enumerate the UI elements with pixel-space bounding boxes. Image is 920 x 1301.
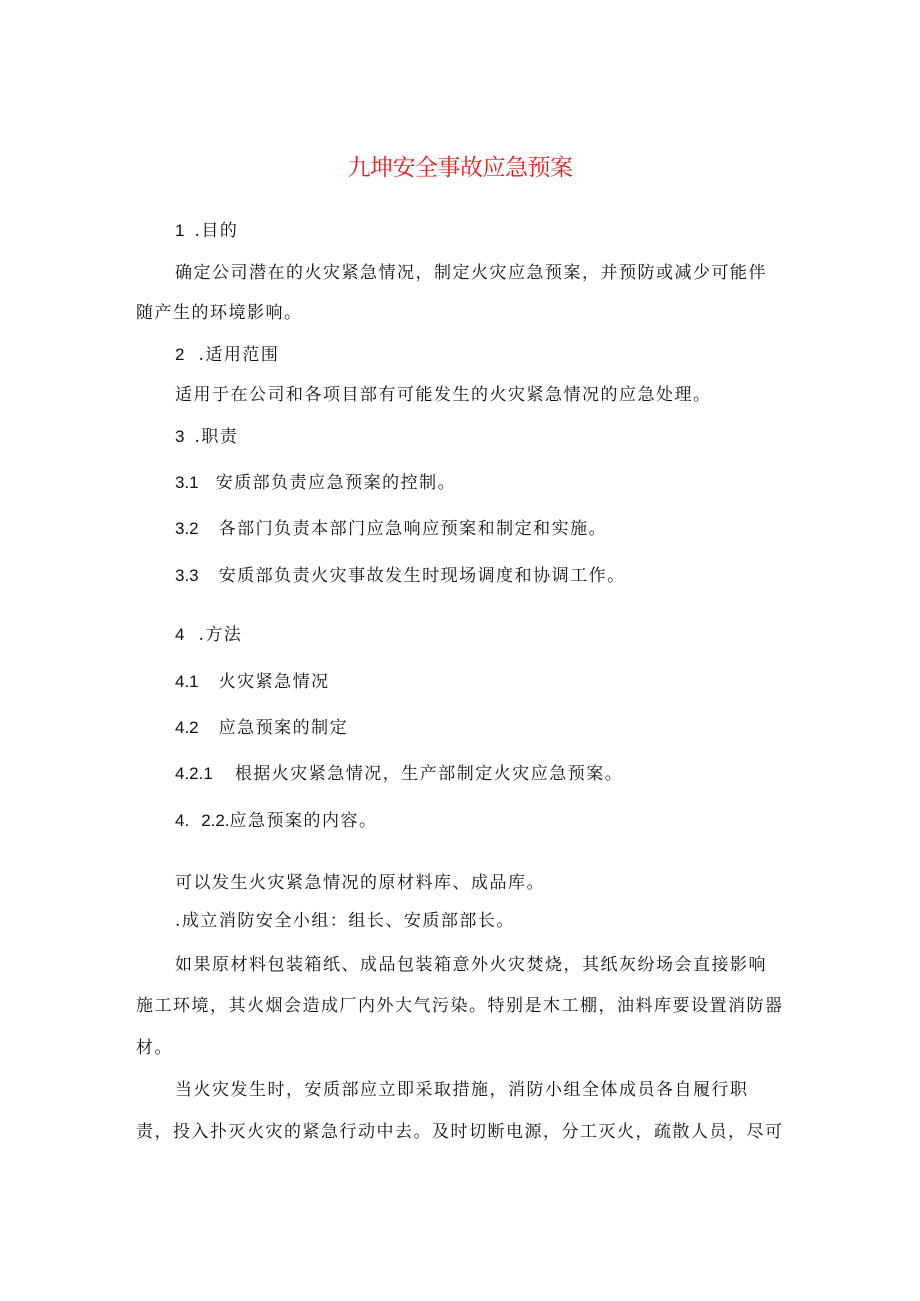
subsection-text: 应急预案的制定 [218, 718, 349, 738]
subsection-number: 3.3 [175, 566, 199, 585]
subsection-4-2-2 [175, 808, 378, 834]
section-number: 2 [175, 345, 185, 364]
section-2-heading [175, 342, 279, 368]
subsection-text: 安质部负责应急预案的控制。 [215, 473, 457, 493]
paragraph-line: 材。 [136, 1038, 173, 1058]
subsection-number: 4.2.1 [175, 764, 213, 783]
paragraph-line: 确定公司潜在的火灾紧急情况，制定火灾应急预案，并预防或减少可能伴 [175, 263, 767, 283]
subsection-number: 4.2 [175, 718, 199, 737]
subsection-4-2 [175, 715, 348, 741]
subsection-4-2-1 [175, 761, 623, 787]
section-title: .职责 [194, 427, 239, 447]
subsection-text: 应急预案的内容。 [229, 811, 378, 831]
subsection-4-1 [175, 669, 330, 695]
subsection-number: 4.1 [175, 672, 199, 691]
subsection-text: 火灾紧急情况 [218, 672, 330, 692]
subsection-text: 各部门负责本部门应急响应预案和制定和实施。 [218, 519, 608, 539]
subsection-number: 4. [175, 811, 190, 830]
paragraph-line: 适用于在公司和各项目部有可能发生的火灾紧急情况的应急处理。 [175, 385, 712, 405]
document-title: 九坤安全事故应急预案 [347, 155, 573, 181]
paragraph-line: 施工环境，其火烟会造成厂内外大气污染。特别是木工棚，油料库要设置消防器 [136, 996, 784, 1016]
subsection-number: 2.2. [201, 811, 230, 830]
section-number: 3 [175, 427, 185, 446]
paragraph-line: 如果原材料包装箱纸、成品包装箱意外火灾焚烧，其纸灰纷场会直接影响 [175, 955, 767, 975]
subsection-3-2 [175, 516, 607, 542]
subsection-number: 3.1 [175, 473, 199, 492]
paragraph-line: 随产生的环境影响。 [136, 303, 303, 323]
subsection-3-3 [175, 563, 626, 589]
subsection-number: 3.2 [175, 519, 199, 538]
paragraph-line: 责，投入扑灭火灾的紧急行动中去。及时切断电源，分工灭火，疏散人员，尽可 [136, 1122, 784, 1142]
subsection-text: 安质部负责火灾事故发生时现场调度和协调工作。 [218, 566, 626, 586]
paragraph-line: 当火灾发生时，安质部应立即采取措施，消防小组全体成员各自履行职 [175, 1080, 749, 1100]
subsection-3-1 [175, 470, 456, 496]
subsection-text: 根据火灾紧急情况，生产部制定火灾应急预案。 [234, 764, 624, 784]
section-number: 1 [175, 221, 185, 240]
paragraph-line: .成立消防安全小组：组长、安质部部长。 [175, 911, 515, 931]
section-title: .适用范围 [198, 345, 280, 365]
section-title: .目的 [194, 221, 239, 241]
section-4-heading [175, 622, 242, 648]
section-3-heading [175, 424, 238, 450]
section-number: 4 [175, 625, 185, 644]
section-title: .方法 [198, 625, 243, 645]
section-1-heading [175, 218, 238, 244]
paragraph-line: 可以发生火灾紧急情况的原材料库、成品库。 [175, 873, 545, 893]
